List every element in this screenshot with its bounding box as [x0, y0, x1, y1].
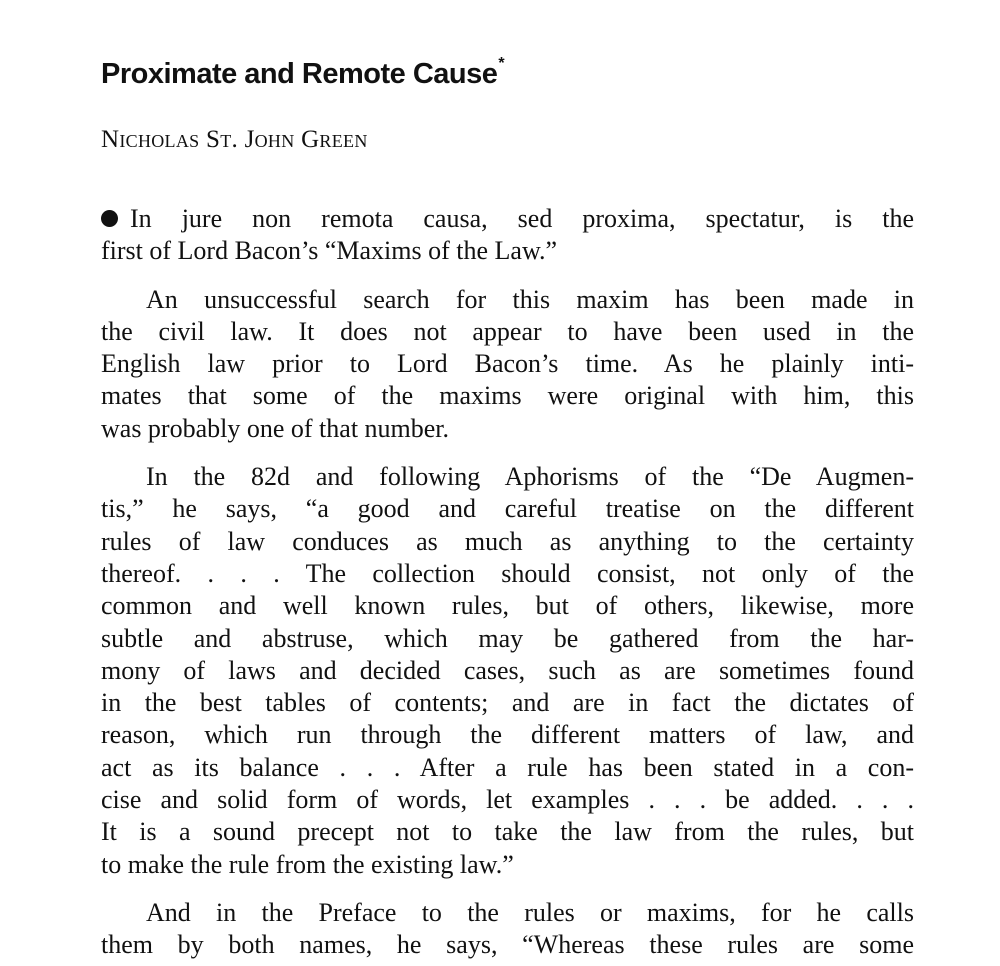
paragraph-1: [101, 203, 914, 268]
paragraph-line: to make the rule from the existing law.”: [101, 849, 514, 879]
paragraph-line: subtle and abstruse, which may be gathered from the har-: [101, 623, 914, 653]
article-title: [101, 55, 505, 91]
paragraph-line: was probably one of that number.: [101, 413, 450, 443]
paragraph-line: first of Lord Bacon’s “Maxims of the Law.”: [101, 236, 558, 266]
paragraph-line: rules of law conduces as much as anything to the certainty: [101, 526, 914, 556]
article-body: [101, 203, 914, 962]
paragraph-line: mates that some of the maxims were original with him, this: [101, 381, 914, 411]
paragraph-line: tis,” he says, “a good and careful treatise on the different: [101, 494, 914, 524]
paragraph-line: [101, 203, 914, 235]
paragraph-line: And in the Preface to the rules or maxims, for he calls: [146, 897, 914, 927]
title-footnote-mark: *: [498, 55, 505, 73]
paragraph-line: It is a sound precept not to take the law from the rules, but: [101, 817, 914, 847]
bullet-icon: [101, 210, 118, 227]
paragraph-line: mony of laws and decided cases, such as are sometimes found: [101, 655, 914, 685]
paragraph-line: cise and solid form of words, let examples . . . be added. . . .: [101, 785, 914, 815]
paragraph-line: common and well known rules, but of others, likewise, more: [101, 591, 914, 621]
paragraph-line: In the 82d and following Aphorisms of the “De Augmen-: [146, 462, 914, 492]
author-name: Nicholas St. John Green: [101, 126, 368, 153]
paragraph-line: in the best tables of contents; and are in fact the dictates of: [101, 688, 914, 718]
paragraph-4: [101, 897, 914, 962]
paragraph-line-text: In jure non remota causa, sed proxima, spectatur, is the: [130, 204, 914, 233]
article-page: [101, 0, 914, 966]
paragraph-2: [101, 284, 914, 445]
article-title-text: Proximate and Remote Cause: [101, 58, 498, 90]
paragraph-line: thereof. . . . The collection should consist, not only of the: [101, 558, 914, 588]
paragraph-line: reason, which run through the different matters of law, and: [101, 720, 914, 750]
paragraph-line: act as its balance . . . After a rule has been stated in a con-: [101, 752, 914, 782]
paragraph-line: the civil law. It does not appear to have been used in the: [101, 316, 914, 346]
paragraph-line: English law prior to Lord Bacon’s time. As he plainly inti-: [101, 349, 914, 379]
paragraph-line: them by both names, he says, “Whereas these rules are some: [101, 930, 914, 960]
paragraph-line: An unsuccessful search for this maxim has been made in: [146, 284, 914, 314]
paragraph-3: [101, 461, 914, 881]
